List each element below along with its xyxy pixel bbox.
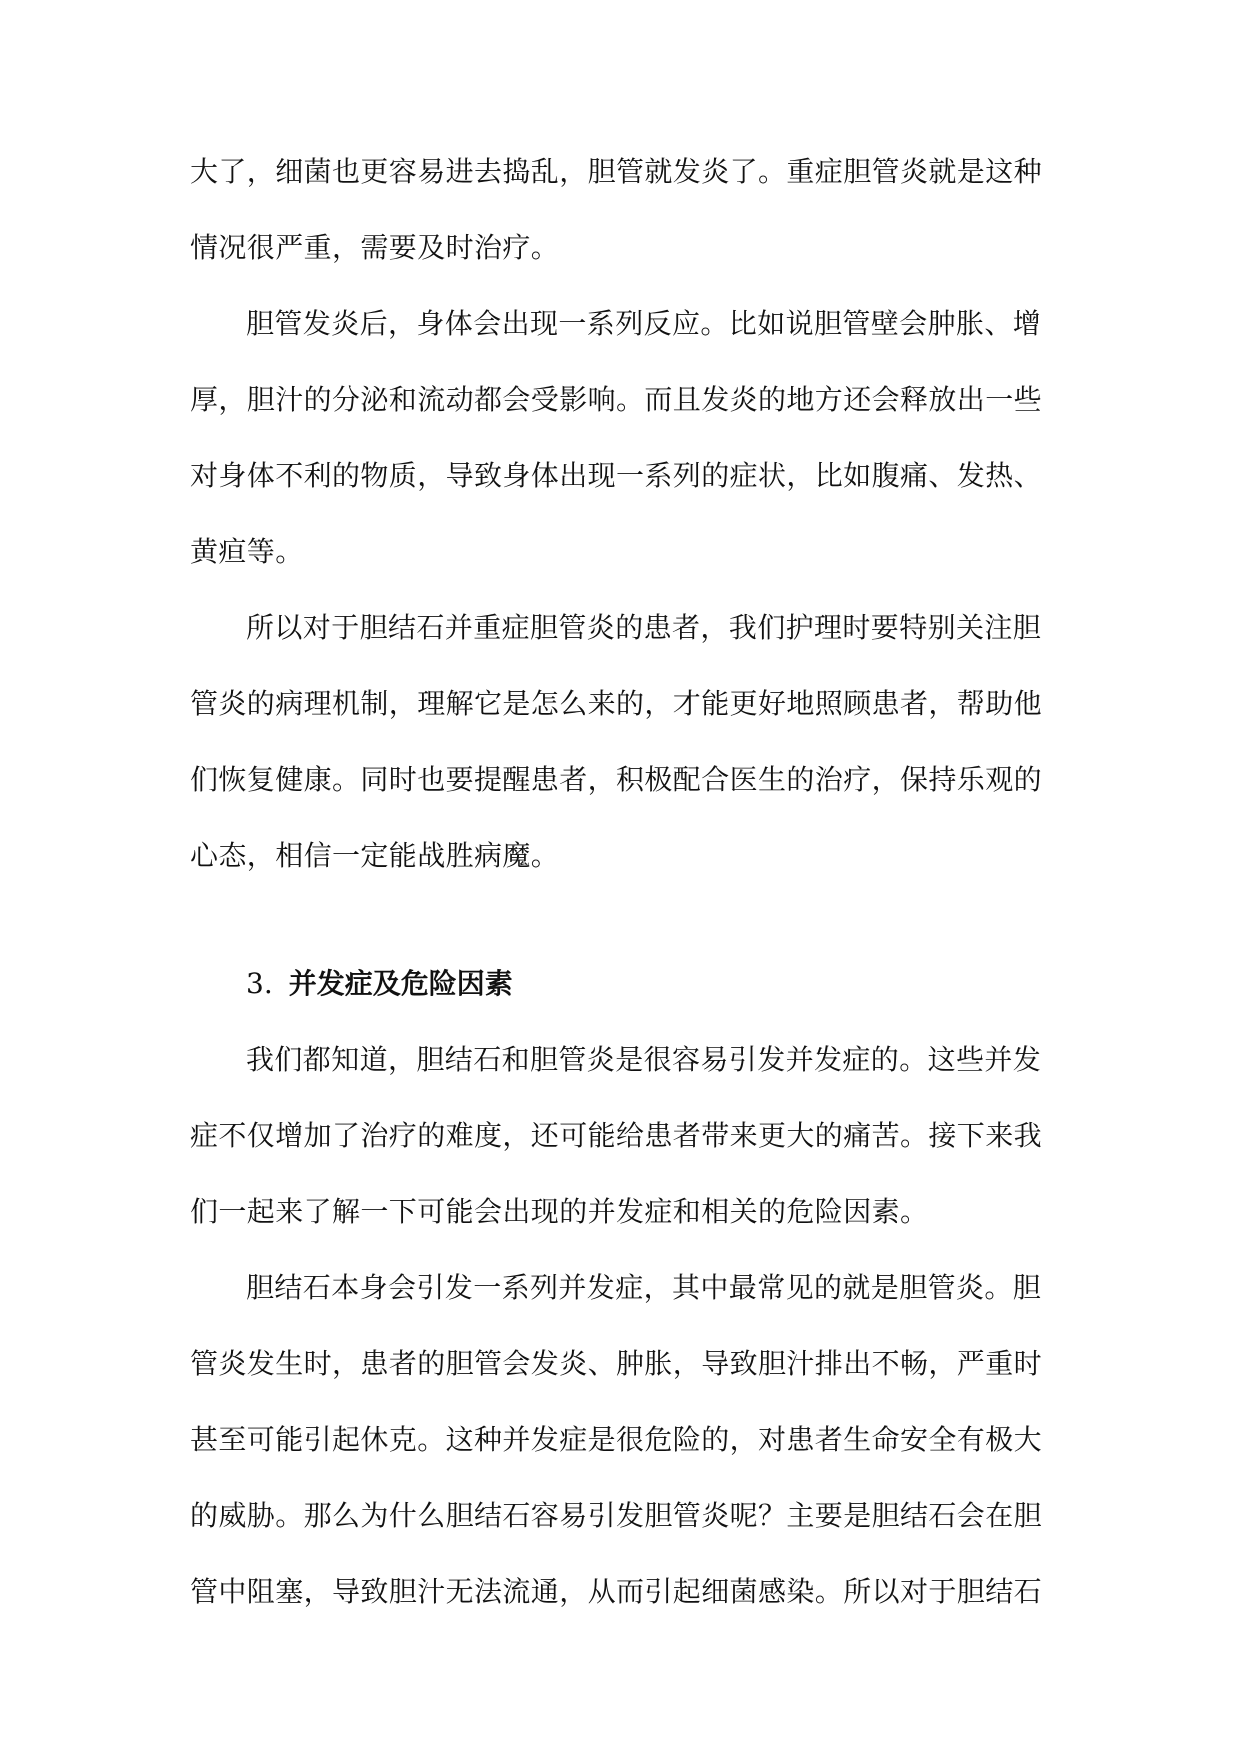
text-line: 甚至可能引起休克。这种并发症是很危险的，对患者生命安全有极大: [190, 1423, 1043, 1456]
paragraph: [190, 1036, 1070, 1264]
text-line: 心态，相信一定能战胜病魔。: [190, 839, 560, 872]
section-title: 并发症及危险因素: [288, 967, 513, 1000]
text-line: 黄疸等。: [190, 535, 304, 568]
text-line: 们恢复健康。同时也要提醒患者，积极配合医生的治疗，保持乐观的: [190, 763, 1043, 796]
text-line: 们一起来了解一下可能会出现的并发症和相关的危险因素。: [190, 1195, 929, 1228]
text-line: 大了，细菌也更容易进去捣乱，胆管就发炎了。重症胆管炎就是这种: [190, 155, 1043, 188]
text-line: 情况很严重，需要及时治疗。: [190, 231, 560, 264]
text-line: 对身体不利的物质，导致身体出现一系列的症状，比如腹痛、发热、: [190, 459, 1043, 492]
text-line: 管炎的病理机制，理解它是怎么来的，才能更好地照顾患者，帮助他: [190, 687, 1043, 720]
section-number: 3.: [246, 967, 273, 1000]
paragraph: [190, 604, 1070, 908]
text-line: 管炎发生时，患者的胆管会发炎、肿胀，导致胆汁排出不畅，严重时: [190, 1347, 1043, 1380]
paragraph: [190, 300, 1070, 604]
text-line: 的威胁。那么为什么胆结石容易引发胆管炎呢？主要是胆结石会在胆: [190, 1499, 1043, 1532]
document-body: [190, 148, 1070, 1644]
text-line: 厚，胆汁的分泌和流动都会受影响。而且发炎的地方还会释放出一些: [190, 383, 1043, 416]
paragraph: [190, 148, 1070, 300]
text-line: 胆结石本身会引发一系列并发症，其中最常见的就是胆管炎。胆: [246, 1271, 1042, 1304]
section-heading: [190, 960, 1070, 1036]
text-line: 管中阻塞，导致胆汁无法流通，从而引起细菌感染。所以对于胆结石: [190, 1575, 1043, 1608]
text-line: 我们都知道，胆结石和胆管炎是很容易引发并发症的。这些并发: [246, 1043, 1042, 1076]
text-line: 胆管发炎后，身体会出现一系列反应。比如说胆管壁会肿胀、增: [246, 307, 1042, 340]
paragraph: [190, 1264, 1070, 1644]
text-line: 症不仅增加了治疗的难度，还可能给患者带来更大的痛苦。接下来我: [190, 1119, 1043, 1152]
text-line: 所以对于胆结石并重症胆管炎的患者，我们护理时要特别关注胆: [246, 611, 1042, 644]
